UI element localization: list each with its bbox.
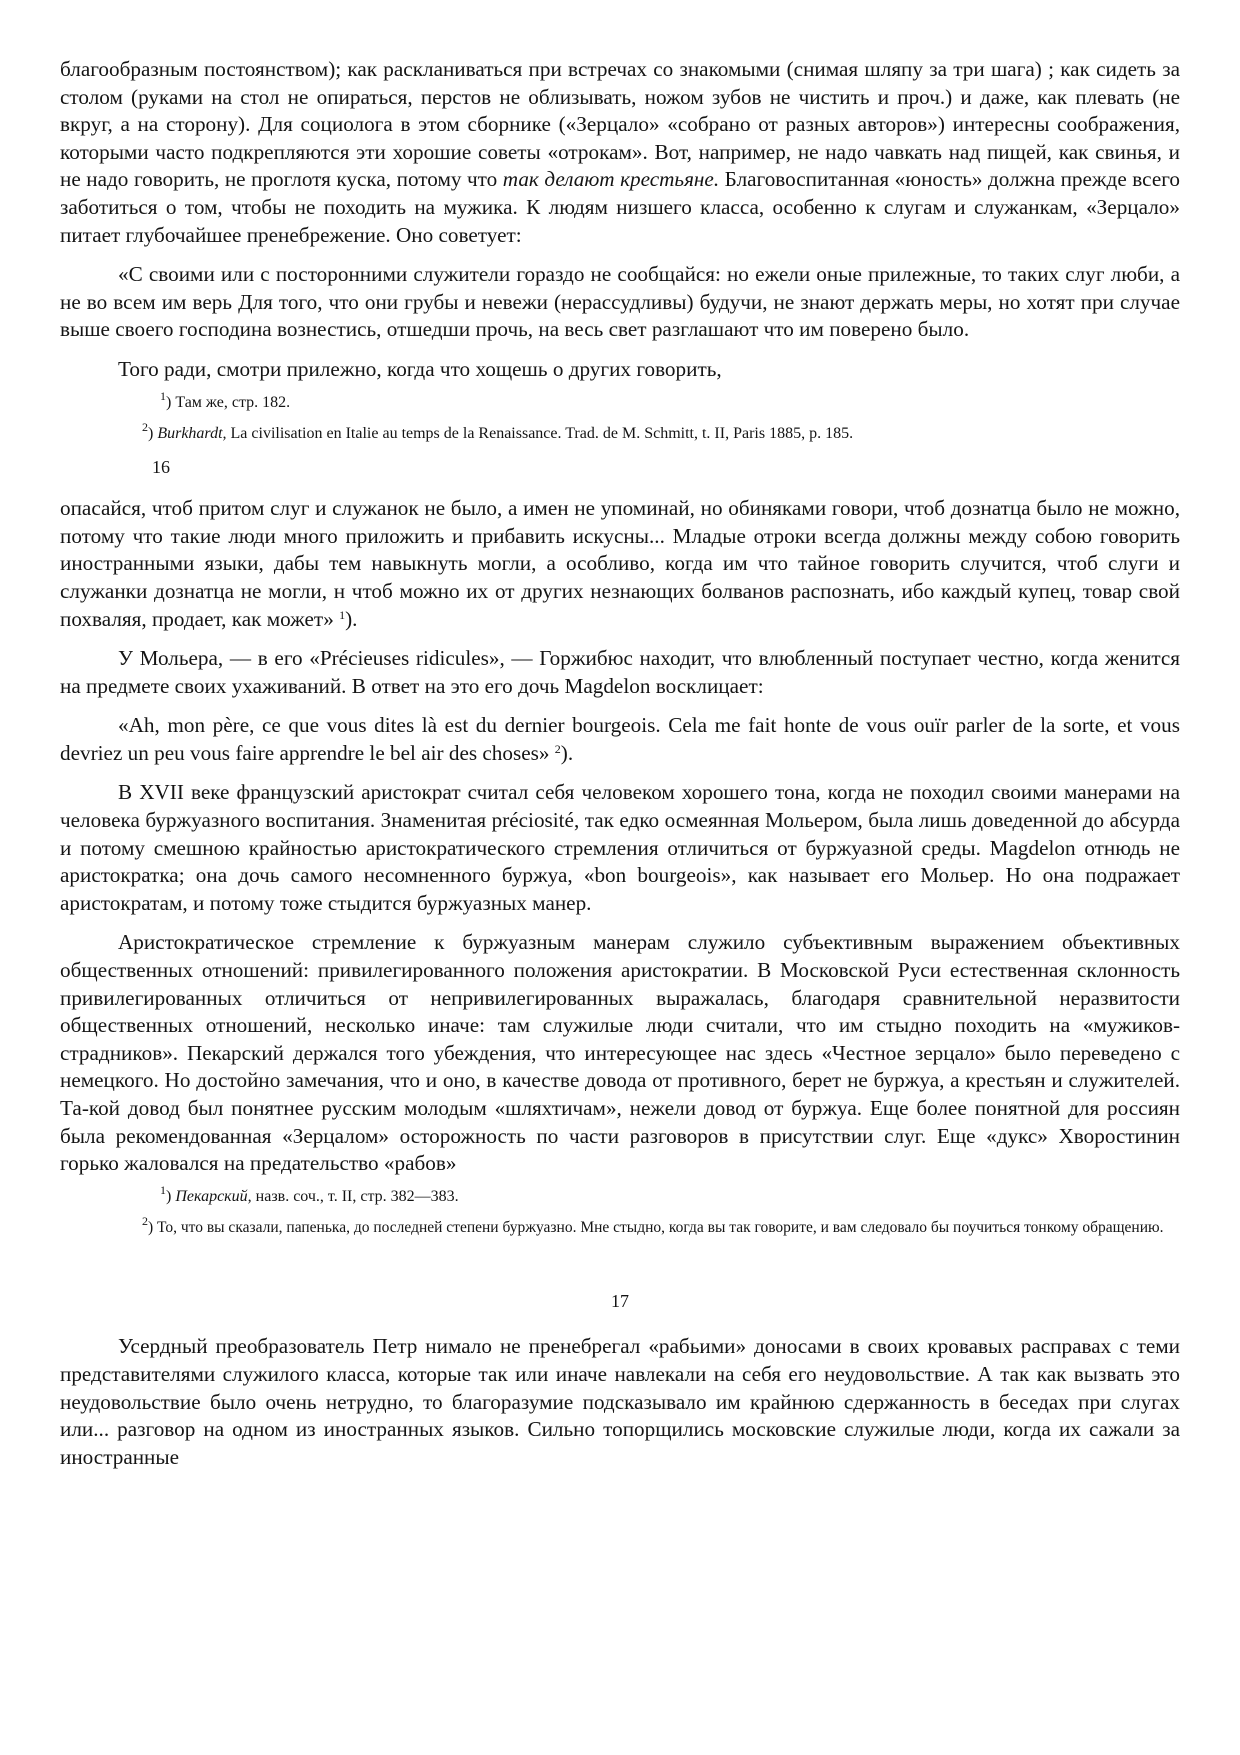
- footnote-1: $^1$) Там же, стр. 182.: [160, 388, 291, 411]
- paragraph-conceal: опасайся, чтоб притом слуг и служанок не было, а имен не упоминай, но обиняками говори, чтоб дознатца было не можно, потому что такие люди много приложить и прибавить искусны... Младые отроки всегда должны между собою говорить иностранными языки, дабы тем навыкнуть могли, а особливо, когда им что тайное говорить случится, чтоб слуги и служанки дознатца не могли, н чтоб можно их от других незнающих болванов распознать, ибо каждый купец, товар свой похваляя, продает, как может» $^1$).: [60, 496, 1180, 631]
- quote-servants: «С своими или с посторонними служители гораздо не сообщайся: но ежели оные прилежные, то таких слуг люби, а не во всем им верь Для того, что они грубы и невежи (нерассудливы) будучи, не знают держать меры, но хотят при случае выше своего господина вознестись, отшедши прочь, на весь свет разглашают что им поверено было.: [60, 262, 1180, 342]
- footnote-translation: $^2$) То, что вы сказали, папенька, до последней степени буржуазно. Мне стыдно, когда вы так говорите, и вам следовало бы поучиться тонкому обращению.: [142, 1213, 1164, 1236]
- paragraph-aristocratic: Аристократическое стремление к буржуазным манерам служило субъективным выражением объективных общественных отношений: привилегированного положения аристократии. В Московской Руси естественная склонность привилегированных отличиться от непривилегированных выражалась, благодаря сравнительной неразвитости общественных отношений, несколько иначе: там служилые люди считали, что им стыдно походить на «мужиков-страдников». Пекарский держался того убеждения, что интересующее нас здесь «Честное зерцало» было переведено с немецкого. Но достойно замечания, что и оно, в качестве довода от противного, берет не буржуа, а крестьян и служителей. Та-кой довод был понятнее русским молодым «шляхтичам», нежели довод от буржуа. Еще более понятной для россиян была рекомендованная «Зерцалом» осторожность по части разговоров в присутствии слуг. Еще «дукс» Хворостинин горько жаловался на предательство «рабов»: [60, 930, 1180, 1176]
- quote-magdelon: «Ah, mon père, ce que vous dites là est du dernier bourgeois. Cela me fait honte de vous ouïr parler de la sorte, et vous devriez un peu vous faire apprendre le bel air des choses» $^2$).: [60, 713, 1180, 765]
- page-number-17: 17: [611, 1290, 629, 1311]
- footnote-pekarsky: $^1$) Пекарский, назв. соч., т. II, стр. 382—383.: [160, 1182, 459, 1205]
- paragraph-peter: Усердный преобразователь Петр нимало не пренебрегал «рабьими» доносами в своих кровавых расправах с теми представителями служилого класса, которые так или иначе навлекали на себя его неудовольствие. А так как вызвать это неудовольствие было очень нетрудно, то благоразумие подсказывало им крайнюю сдержанность в беседах при слугах или... разговор на одном из иностранных языков. Сильно топорщились московские служилые люди, когда их сажали за иностранные: [60, 1334, 1180, 1469]
- paragraph-moliere: У Мольера, — в его «Précieuses ridicules», — Горжибюс находит, что влюбленный поступает честно, когда женится на предмете своих ухаживаний. В ответ на это его дочь Magdelon восклицает:: [60, 646, 1180, 698]
- quote-continued: Того ради, смотри прилежно, когда что хощешь о других говорить,: [118, 356, 722, 381]
- footnote-2: $^2$) Burkhardt, La civilisation en Italie au temps de la Renaissance. Trad. de M. Schmitt, t. II, Paris 1885, p. 185.: [142, 419, 854, 442]
- italic-phrase: так делают крестьяне.: [502, 167, 720, 192]
- paragraph-xvii-century: В XVII веке французский аристократ считал себя человеком хорошего тона, когда не походил своими манерами на человека буржуазного воспитания. Знаменитая préciosité, так едко осмеянная Мольером, была лишь доведенной до абсурда и потому смешною крайностью аристократического стремления отличиться от буржуазной среды. Magdelon отнюдь не аристократка; она дочь самого несомненного буржуа, «bon bourgeois», как называет его Мольер. Но она подражает аристократам, и потому тоже стыдится буржуазных манер.: [60, 780, 1180, 915]
- page-number-16: 16: [152, 456, 170, 477]
- paragraph-etiquette: благообразным постоянством); как раскланиваться при встречах со знакомыми (снимая шляпу за три шага) ; как сидеть за столом (руками на стол не опираться, перстов не облизывать, ножом зубов не чистить и проч.) и даже, как плевать (не вкруг, а на сторону). Для социолога в этом сборнике («Зерцало» «собрано от разных авторов») интересны соображения, которыми часто подкрепляются эти хорошие советы «отрокам». Вот, например, не надо чавкать над пищей, как свинья, и не надо говорить, не проглотя куска, потому что так делают крестьяне. Благовоспитанная «юность» должна прежде всего заботиться о том, чтобы не походить на мужика. К людям низшего класса, особенно к слугам и служанкам, «Зерцало» питает глубочайшее пренебрежение. Оно советует:: [60, 57, 1180, 247]
- document-page: [60, 56, 1180, 1483]
